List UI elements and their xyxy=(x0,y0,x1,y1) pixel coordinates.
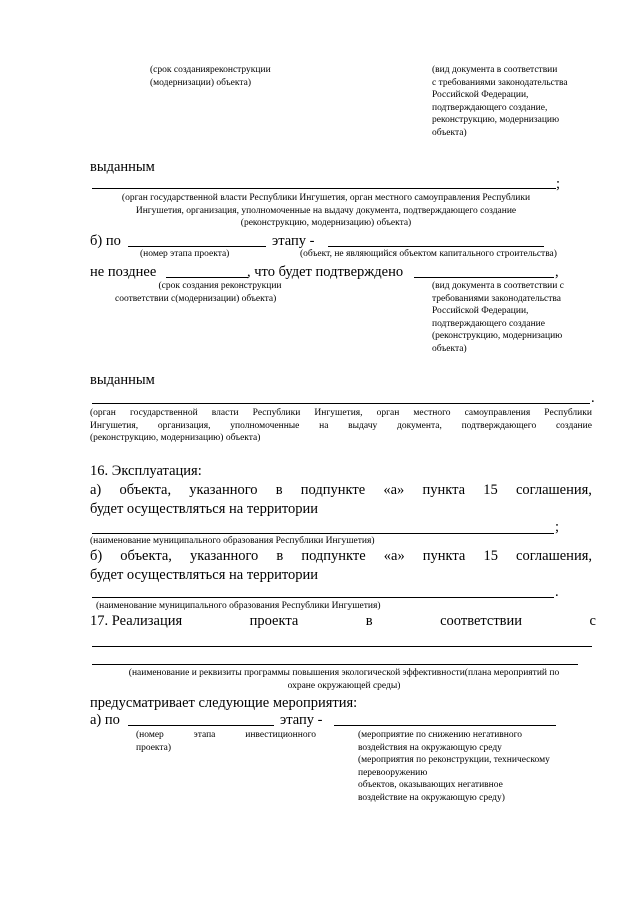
note-line: подтверждающего создание, xyxy=(432,102,548,113)
issued-label-1: выданным xyxy=(90,159,155,175)
word: соответствии xyxy=(440,613,523,629)
word: инвестиционного xyxy=(245,730,316,740)
note-line: объекта) xyxy=(432,343,467,354)
program-note xyxy=(96,667,592,692)
section-17-line xyxy=(90,612,596,630)
word: указанного xyxy=(190,548,259,564)
comma: , xyxy=(555,264,559,280)
word: орган xyxy=(376,408,400,418)
deadline-mid: , что будет подтверждено xyxy=(247,264,404,280)
stage-mid: этапу - xyxy=(272,233,315,249)
word: 15 xyxy=(483,548,498,564)
word: 17. Реализация xyxy=(90,613,183,629)
word: объекта, xyxy=(119,482,172,498)
note-line: (вид документа в соответствии xyxy=(432,65,558,75)
word: самоуправления xyxy=(464,408,531,418)
note-line: воздействие на окружающую среду) xyxy=(358,792,505,803)
note-line: (вид документа в соответствии с xyxy=(432,281,564,291)
word: 15 xyxy=(483,482,498,498)
note-line: (реконструкцию, модернизацию xyxy=(432,331,563,342)
confirmation-blank[interactable] xyxy=(414,277,554,278)
provides-line: предусматривает следующие мероприятия: xyxy=(90,695,358,711)
semicolon: ; xyxy=(556,176,561,192)
justified-note-line xyxy=(136,729,316,742)
section-16a-line xyxy=(90,481,592,499)
word: подпункте xyxy=(300,482,366,498)
word: указанного xyxy=(189,482,258,498)
note-line: (срок создания реконструкции xyxy=(158,281,282,291)
deadline-note xyxy=(115,280,325,305)
note-line: требованиями законодательства xyxy=(432,293,562,304)
word: пункта xyxy=(422,482,466,498)
program-blank-2[interactable] xyxy=(92,664,578,665)
word: власти xyxy=(211,408,239,418)
municipality-note-b: (наименование муниципального образования Республики Ингушетия) xyxy=(96,601,381,611)
issuer-blank-1[interactable] xyxy=(92,188,556,189)
word: Ингушетия, xyxy=(90,420,139,431)
word: соглашения, xyxy=(516,548,592,564)
word: в xyxy=(365,613,373,629)
note-line: (реконструкцию, модернизацию) объекта) xyxy=(240,218,412,229)
word: соглашения, xyxy=(515,482,592,498)
issuer-blank-2[interactable] xyxy=(92,403,590,404)
term-note-top xyxy=(150,64,350,89)
note-line: (модернизации) объекта) xyxy=(150,77,251,88)
note-line: (наименование и реквизиты программы повышения экологической эффективности(плана мероприятий по xyxy=(128,668,560,678)
document-type-note-2 xyxy=(432,280,602,356)
note-line: реконструкцию, модернизацию xyxy=(432,115,560,126)
note-line: проекта) xyxy=(136,742,172,753)
object-note: (объект, не являющийся объектом капитального строительства) xyxy=(300,249,557,259)
measure-blank[interactable] xyxy=(334,725,556,726)
word: в xyxy=(275,482,283,498)
stage-prefix: б) по xyxy=(90,233,121,249)
note-line: (мероприятия по реконструкции, техническому xyxy=(358,755,550,766)
word: документа, xyxy=(396,420,442,431)
deadline-prefix: не позднее xyxy=(90,264,157,280)
note-line: объекта) xyxy=(432,127,467,138)
justified-note-line xyxy=(90,407,592,420)
word: подпункте xyxy=(301,548,366,564)
issuer-note-1 xyxy=(96,192,556,230)
deadline-blank[interactable] xyxy=(166,277,248,278)
period: . xyxy=(555,584,559,600)
municipality-blank-b[interactable] xyxy=(92,597,554,598)
word: (орган xyxy=(90,408,116,418)
word: проекта xyxy=(249,613,299,629)
investment-stage-prefix: а) по xyxy=(90,712,120,728)
word: подтверждающего xyxy=(461,420,537,431)
word: на xyxy=(319,420,329,431)
note-line: подтверждающего создание xyxy=(432,318,545,329)
note-line: объектов, оказывающих негативное xyxy=(358,780,503,791)
measure-note xyxy=(358,729,598,805)
word: объекта, xyxy=(120,548,172,564)
semicolon: ; xyxy=(555,519,560,535)
municipality-note-a: (наименование муниципального образования Республики Ингушетия) xyxy=(90,536,375,546)
stage-number-blank[interactable] xyxy=(128,246,266,247)
word: с xyxy=(589,613,596,629)
word: б) xyxy=(90,548,103,564)
stage-object-blank[interactable] xyxy=(328,246,544,247)
note-line: соответствии с(модернизации) объекта) xyxy=(115,293,277,304)
section-16-heading: 16. Эксплуатация: xyxy=(90,463,202,479)
word: Республики xyxy=(252,408,301,418)
investment-stage-note xyxy=(136,729,316,754)
note-line: (мероприятие по снижению негативного xyxy=(358,730,523,740)
word: а) xyxy=(90,482,102,498)
issuer-note-2 xyxy=(90,407,592,445)
word: «а» xyxy=(383,482,405,498)
word: уполномоченные xyxy=(230,420,300,431)
word: «а» xyxy=(383,548,405,564)
section-16b-line2: будет осуществляться на территории xyxy=(90,567,319,583)
word: (номер xyxy=(136,730,164,740)
note-line: перевооружению xyxy=(358,767,428,778)
note-line: (орган государственной власти Республики Ингушетия, орган местного самоуправления Республики xyxy=(121,193,531,203)
stage-note: (номер этапа проекта) xyxy=(140,249,230,259)
note-line: воздействия на окружающую среду xyxy=(358,742,502,753)
word: в xyxy=(276,548,284,564)
word: Республики xyxy=(544,408,592,418)
section-16b-line xyxy=(90,547,592,565)
word: выдачу xyxy=(348,420,378,431)
section-16a-line2: будет осуществляться на территории xyxy=(90,501,319,517)
period: . xyxy=(591,390,595,406)
justified-note-line xyxy=(90,420,592,433)
note-line: Российской Федерации, xyxy=(432,90,529,101)
word: государственной xyxy=(129,408,198,418)
issued-label-2: выданным xyxy=(90,372,155,388)
note-line: (реконструкцию, модернизацию) объекта) xyxy=(90,433,261,444)
investment-stage-mid: этапу - xyxy=(280,712,323,728)
investment-stage-blank[interactable] xyxy=(128,725,274,726)
municipality-blank-a[interactable] xyxy=(92,533,554,534)
word: пункта xyxy=(422,548,466,564)
word: местного xyxy=(413,408,451,418)
word: Ингушетия, xyxy=(314,408,363,418)
note-line: Ингушетия, организация, уполномоченные на выдачу документа, подтверждающего создание xyxy=(135,205,517,216)
program-blank-1[interactable] xyxy=(92,646,592,647)
word: организация, xyxy=(157,420,211,431)
note-line: (срок созданияреконструкции xyxy=(150,65,271,75)
note-line: Российской Федерации, xyxy=(432,306,529,317)
note-line: охране окружающей среды) xyxy=(287,680,401,691)
word: создание xyxy=(555,420,592,431)
note-line: с требованиями законодательства xyxy=(432,77,568,88)
document-type-note-top xyxy=(432,64,622,140)
word: этапа xyxy=(193,730,216,740)
